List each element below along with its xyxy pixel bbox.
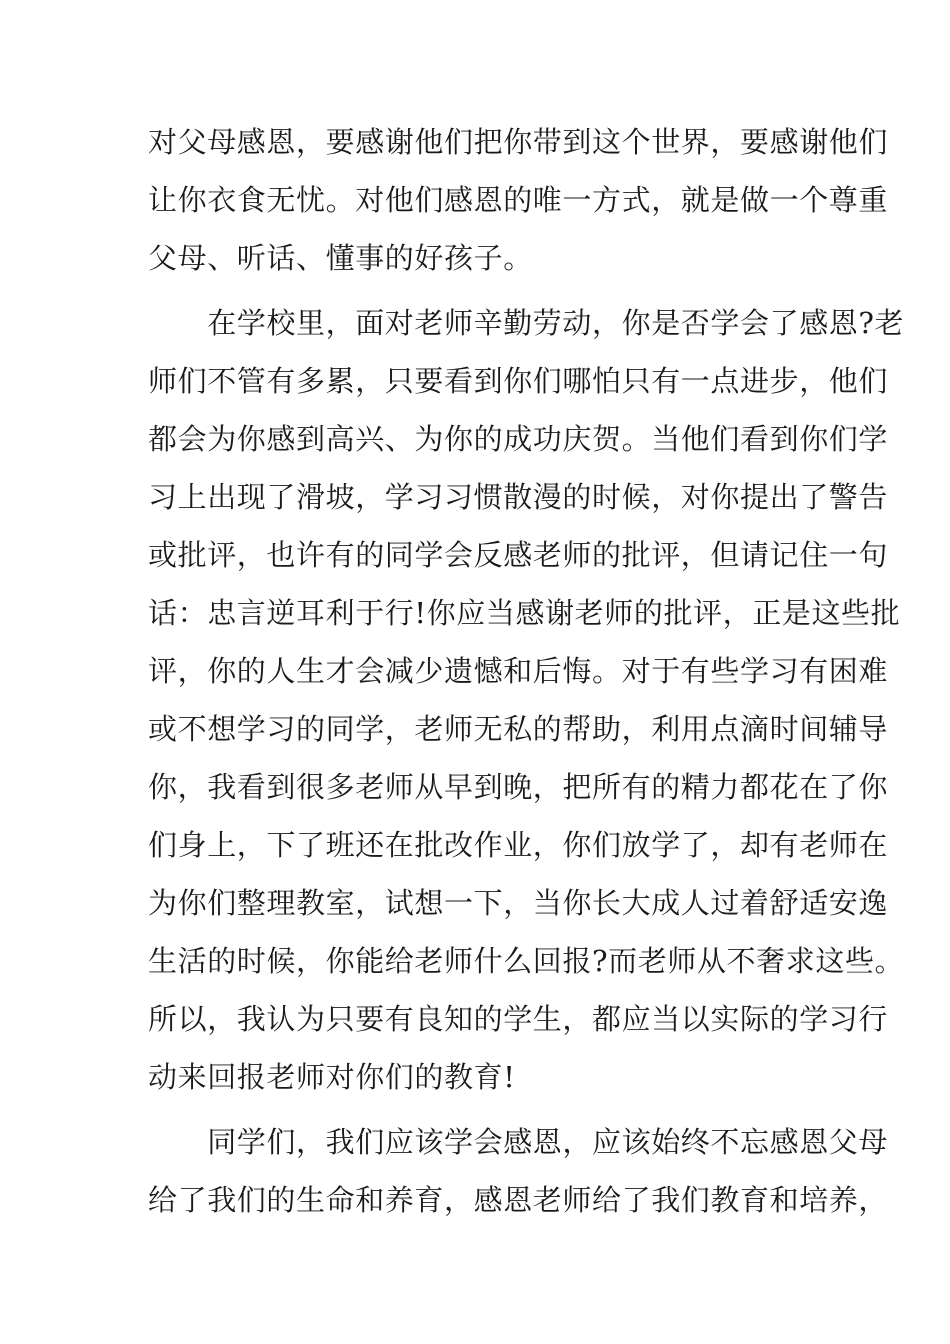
- paragraph-2: [148, 294, 905, 1106]
- text-line: 同学们，我们应该学会感恩，应该始终不忘感恩父母: [148, 1125, 889, 1159]
- text-line: 评，你的人生才会减少遗憾和后悔。对于有些学习有困难: [148, 654, 889, 688]
- text-line: 或批评，也许有的同学会反感老师的批评，但请记住一句: [148, 538, 889, 572]
- text-line: 你，我看到很多老师从早到晚，把所有的精力都花在了你: [148, 770, 889, 804]
- text-line: 让你衣食无忧。对他们感恩的唯一方式，就是做一个尊重: [148, 183, 889, 217]
- text-line: 习上出现了滑坡，学习习惯散漫的时候，对你提出了警告: [148, 480, 889, 514]
- paragraph-3: [148, 1113, 889, 1229]
- text-line: 们身上，下了班还在批改作业，你们放学了，却有老师在: [148, 828, 889, 862]
- paragraph-gap: [148, 287, 813, 294]
- text-line: 师们不管有多累，只要看到你们哪怕只有一点进步，他们: [148, 364, 889, 398]
- text-line: 所以，我认为只要有良知的学生，都应当以实际的学习行: [148, 1002, 889, 1036]
- text-line: 为你们整理教室，试想一下，当你长大成人过着舒适安逸: [148, 886, 889, 920]
- text-line: 话：忠言逆耳利于行!你应当感谢老师的批评，正是这些批: [148, 596, 901, 630]
- text-line: 都会为你感到高兴、为你的成功庆贺。当他们看到你们学: [148, 422, 889, 456]
- text-line: 在学校里，面对老师辛勤劳动，你是否学会了感恩?老: [148, 306, 905, 340]
- text-line: 给了我们的生命和养育，感恩老师给了我们教育和培养，: [148, 1183, 889, 1217]
- paragraph-gap: [148, 1106, 813, 1113]
- text-line: 生活的时候，你能给老师什么回报?而老师从不奢求这些。: [148, 944, 905, 978]
- text-line: 对父母感恩，要感谢他们把你带到这个世界，要感谢他们: [148, 125, 889, 159]
- text-line: 或不想学习的同学，老师无私的帮助，利用点滴时间辅导: [148, 712, 889, 746]
- document-body: [148, 113, 905, 1229]
- text-line: 父母、听话、懂事的好孩子。: [148, 241, 533, 275]
- text-line: 动来回报老师对你们的教育!: [148, 1060, 516, 1094]
- paragraph-1: [148, 113, 889, 287]
